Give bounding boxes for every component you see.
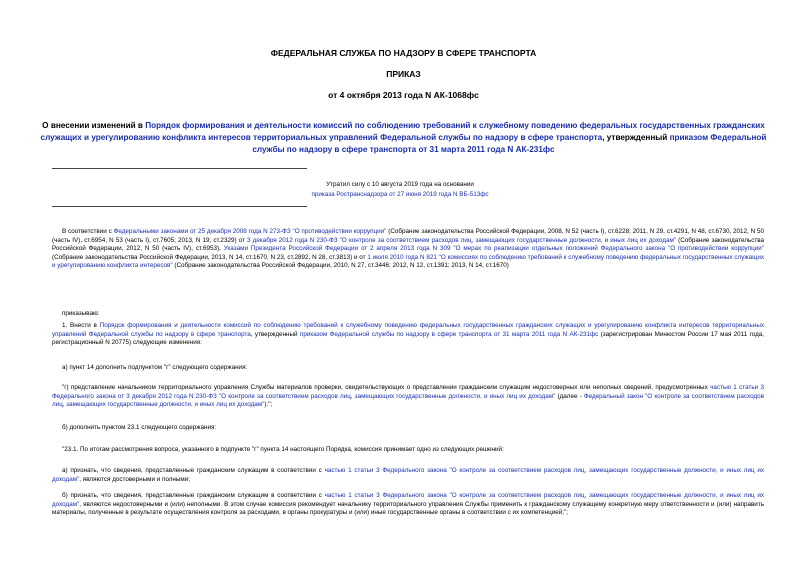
paragraph-23-1: "23.1. По итогам рассмотрения вопроса, указанного в подпункте "г" пункта 14 настоящего Порядка, комиссия принимает одно из следующих решений: xyxy=(62,446,504,453)
decision-a-text-2: , являются достоверными и полными; xyxy=(79,475,191,483)
agency-heading: ФЕДЕРАЛЬНАЯ СЛУЖБА ПО НАДЗОРУ В СФЕРЕ ТРАНСПОРТА xyxy=(270,48,537,58)
link-law-230[interactable]: 3 декабря 2012 года N 230-ФЗ "О контроле за соответствием расходов лиц, замещающих государственные должности, и иных лиц их доходам" xyxy=(247,236,677,244)
status-note xyxy=(300,180,500,200)
status-note-text: Утратил силу с 10 августа 2019 года на основании xyxy=(326,181,474,188)
subitem-b: б) дополнить пунктом 23.1 следующего содержания: xyxy=(62,424,217,431)
preamble-text-4: (Собрание законодательства Российской Федерации, 2013, N 14, ст.1670, N 23, ст.2892, N 28, ст.3813) и от xyxy=(52,253,368,261)
preamble-text-5: (Собрание законодательства Российской Федерации, 2010, N 27, ст.3446; 2012, N 12, ст.1391; 2013, N 14, ст.1670) xyxy=(172,262,509,270)
item1-link-order[interactable]: приказом Федеральной службы по надзору в сфере транспорта от 31 марта 2011 года N АК-231фс xyxy=(299,330,599,338)
quote-g-link-law[interactable]: частью 1 статьи 3 Федерального закона от 3 декабря 2012 года N 230-ФЗ "О контроле за соответствием расходов лиц, замещающих государственные должности, и иных лиц их доходам" xyxy=(52,384,764,400)
quote-g-paragraph xyxy=(52,384,764,410)
link-decree-821[interactable]: 1 июля 2010 года N 821 "О комиссиях по соблюдению требований к служебному поведению федеральных государственных служащих и урегулированию конфликта интересов" xyxy=(52,253,764,270)
quote-g-text-1: "г) представление начальником территориального управления Службы материалов проверки, свидетельствующих о представлении гражданским служащим недостоверных или неполных сведений, предусмотренных xyxy=(62,384,711,391)
subitem-a: а) пункт 14 дополнить подпунктом "г" следующего содержания: xyxy=(62,364,248,371)
decision-b-paragraph xyxy=(52,492,764,518)
status-note-link[interactable]: приказа Ространснадзора от 27 июня 2019 года N ВБ-513фс xyxy=(311,191,489,198)
item1-link-procedure[interactable]: Порядок формирования и деятельности комиссий по соблюдению требований к служебному поведению федеральных государственных гражданских служащих и урегулированию конфликта интересов территориальных управлений Федеральной службы по надзору в сфере транспорта xyxy=(52,322,764,338)
title-prefix: О внесении изменений в xyxy=(42,121,146,130)
title-link-procedure[interactable]: Порядок формирования и деятельности комиссий по соблюдению требований к служебному поведению федеральных государственных гражданских служащих и урегулированию конфликта интересов территориальных управлений Федеральной службы по надзору в сфере транспорта xyxy=(40,121,765,142)
quote-g-link-short[interactable]: Федеральный закон "О контроле за соответствием расходов лиц, замещающих государственные должности, и иных лиц их доходам" xyxy=(52,392,764,409)
item1-text-2: , утвержденный xyxy=(250,330,300,338)
item-1-paragraph xyxy=(52,322,764,348)
divider-bottom xyxy=(52,206,307,207)
divider-top xyxy=(52,168,307,169)
preamble-text-1: В соответствии с xyxy=(62,228,114,235)
link-decree-309[interactable]: Указами Президента Российской Федерации от 2 апреля 2013 года N 309 "О мерах по реализации отдельных положений Федерального закона "О противодействии коррупции" xyxy=(223,245,764,253)
decision-a-paragraph xyxy=(52,467,764,484)
quote-g-text-2: (далее - xyxy=(555,392,584,400)
preamble-text-2: (Собрание законодательства Российской Федерации, 2008, N 52 (часть I), ст.6228; 2011, N 29, ст.4291, N 48, ст.6730, 2012, N 50 (часть IV), ст.6954, N 53 (часть I), ст.7605; 2013, N 19, ст.2329) от xyxy=(52,228,764,244)
doc-type-heading: ПРИКАЗ xyxy=(386,69,421,79)
order-word: приказываю: xyxy=(62,310,100,317)
preamble-text-3: (Собрание законодательства Российской Федерации, 2012, N 50 (часть IV), ст.6953), xyxy=(52,236,764,253)
decision-a-link[interactable]: частью 1 статьи 3 Федерального закона "О контроле за соответствием расходов лиц, замещающих государственные должности, и иных лиц их доходам" xyxy=(52,467,764,483)
title-mid: , утвержденный xyxy=(602,133,670,142)
decision-b-text-1: б) признать, что сведения, представленные гражданским служащим в соответствии с xyxy=(62,492,325,499)
item1-text-3: (зарегистрирован Минюстом России 17 мая 2011 года, регистрационный N 20775) следующие изменения: xyxy=(52,330,765,347)
link-law-273[interactable]: Федеральными законами от 25 декабря 2008 года N 273-ФЗ "О противодействии коррупции" xyxy=(113,228,387,235)
title-link-order[interactable]: приказом Федеральной службы по надзору в сфере транспорта от 31 марта 2011 года N АК-231фс xyxy=(252,133,767,154)
decision-b-link[interactable]: частью 1 статьи 3 Федерального закона "О контроле за соответствием расходов лиц, замещающих государственные должности, и иных лиц их доходам" xyxy=(52,492,764,508)
decision-b-text-2: , являются недостоверными и (или) неполными. В этом случае комиссия рекомендует начальнику территориального управления Службы применить к гражданскому служащему конкретную меру ответственности и (или) направить материалы, полученные в результате осуществления контроля за расходами, в органы прокуратуры и (или) иные государственные органы в соответствии с их компетенцией;"; xyxy=(52,500,764,517)
doc-date-number: от 4 октября 2013 года N АК-1068фс xyxy=(328,90,479,100)
decision-a-text-1: а) признать, что сведения, представленные гражданским служащим в соответствии с xyxy=(62,467,325,474)
preamble-paragraph xyxy=(52,228,764,271)
document-title xyxy=(30,120,777,156)
quote-g-text-3: )."; xyxy=(264,401,273,409)
item1-text-1: 1. Внести в xyxy=(62,322,100,329)
